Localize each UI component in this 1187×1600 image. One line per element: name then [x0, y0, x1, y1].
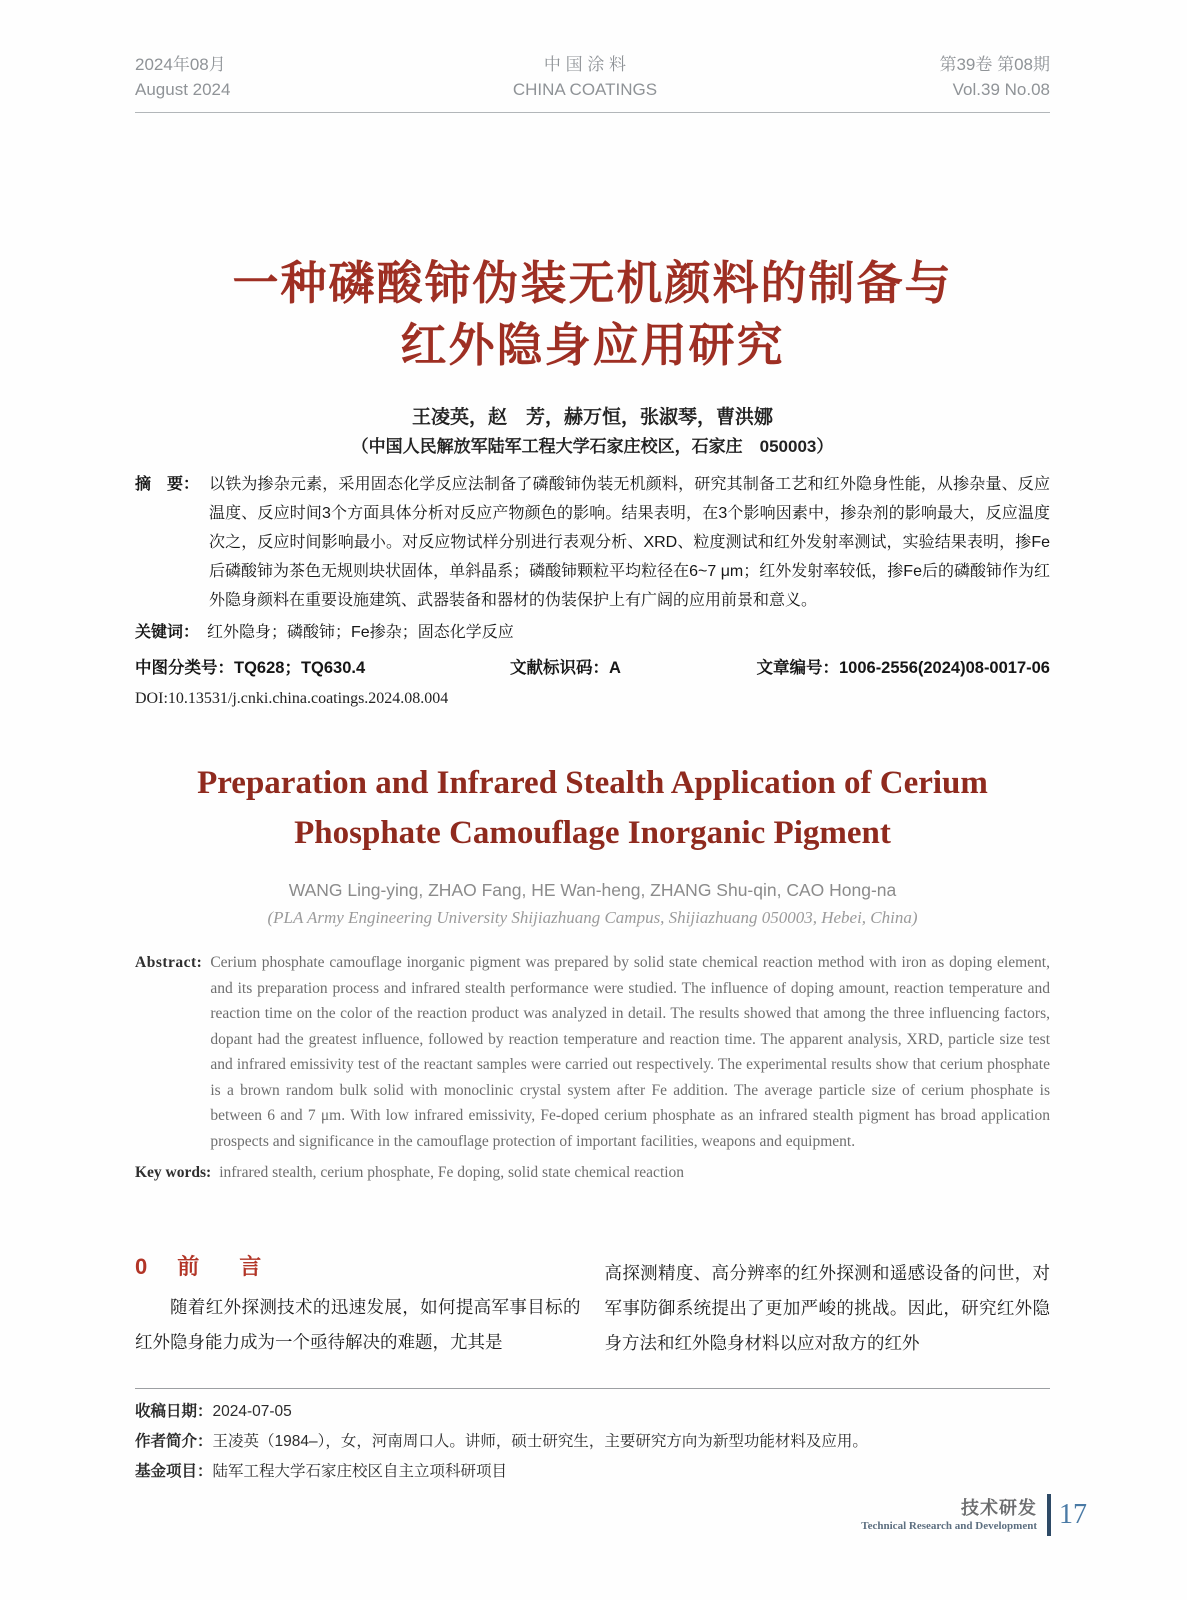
- abstract-en: [135, 950, 1050, 1154]
- abstract-cn: [135, 470, 1050, 615]
- header-issue-en: Vol.39 No.08: [952, 80, 1050, 99]
- fund-project-line: [135, 1457, 1050, 1487]
- header-date: [135, 52, 230, 102]
- keywords-en-text: infrared stealth, cerium phosphate, Fe doping, solid state chemical reaction: [219, 1164, 685, 1181]
- article-id: 文章编号：1006-2556(2024)08-0017-06: [756, 659, 1050, 677]
- received-date-value: 2024-07-05: [212, 1403, 292, 1420]
- doi: DOI:10.13531/j.cnki.china.coatings.2024.08.004: [135, 690, 449, 707]
- received-date-label: 收稿日期：: [135, 1403, 213, 1420]
- intro-paragraph-left: 随着红外探测技术的迅速发展，如何提高军事目标的红外隐身能力成为一个亟待解决的难题，尤其是: [135, 1297, 581, 1352]
- intro-paragraph-right: 高探测精度、高分辨率的红外探测和遥感设备的问世，对军事防御系统提出了更加严峻的挑战。因此，研究红外隐身方法和红外隐身材料以应对敌方的红外: [604, 1263, 1050, 1353]
- received-date-line: [135, 1397, 1050, 1427]
- header-issue: [939, 52, 1050, 102]
- header-date-cn: 2024年08月: [135, 55, 226, 74]
- footer-divider-bar: [1047, 1494, 1051, 1536]
- keywords-en-label: Key words:: [135, 1164, 212, 1181]
- author-bio-line: [135, 1427, 1050, 1457]
- chinese-meta-block: [135, 470, 1050, 708]
- section-0-introduction: [135, 1252, 1050, 1361]
- column-name: [861, 1497, 1037, 1534]
- journal-header: [135, 52, 1050, 102]
- abstract-en-text: Cerium phosphate camouflage inorganic pigment was prepared by solid state chemical reaction method with iron as doping element, and its preparation process and infrared stealth performance were studied. The influence of doping amount, reaction temperature and reaction time on the color of the reaction product was analyzed in detail. The results showed that among the three influencing factors, dopant had the greatest influence, followed by reaction temperature and reaction time. The apparent analysis, XRD, particle size test and infrared emissivity test of the reactant samples were carried out respectively. The experimental results show that cerium phosphate is a brown random bulk solid with monoclinic crystal system after Fe addition. The average particle size of cerium phosphate is between 6 and 7 μm. With low infrared emissivity, Fe-doped cerium phosphate as an infrared stealth pigment has broad application prospects and significance in the camouflage protection of important facilities, weapons and equipment.: [210, 954, 1050, 1150]
- footnote-divider: [135, 1388, 1050, 1389]
- keywords-en: [135, 1160, 1050, 1186]
- english-meta-block: [135, 950, 1050, 1186]
- author-bio-value: 王凌英（1984–），女，河南周口人。讲师，硕士研究生，主要研究方向为新型功能材料及应用。: [212, 1433, 868, 1450]
- paper-title-cn-line1: 一种磷酸铈伪装无机颜料的制备与: [232, 257, 953, 309]
- left-column: [135, 1252, 581, 1361]
- abstract-en-label: Abstract:: [135, 954, 203, 971]
- page-number: 17: [1059, 1499, 1087, 1530]
- authors-en: WANG Ling-ying, ZHAO Fang, HE Wan-heng, ZHANG Shu-qin, CAO Hong-na: [288, 880, 897, 900]
- paper-title-en: [135, 758, 1050, 858]
- header-journal-cn: 中 国 涂 料: [543, 55, 627, 74]
- right-column: [605, 1252, 1051, 1361]
- paper-title-en-line2: Phosphate Camouflage Inorganic Pigment: [294, 815, 891, 851]
- keywords-cn: [135, 619, 1050, 647]
- page-footer: [861, 1494, 1087, 1536]
- header-issue-cn: 第39卷 第08期: [939, 55, 1050, 74]
- keywords-cn-text: 红外隐身；磷酸铈；Fe掺杂；固态化学反应: [207, 624, 514, 641]
- header-journal-en: CHINA COATINGS: [512, 80, 658, 99]
- clc-number: 中图分类号：TQ628；TQ630.4: [135, 659, 366, 677]
- abstract-cn-text: 以铁为掺杂元素，采用固态化学反应法制备了磷酸铈伪装无机颜料，研究其制备工艺和红外隐身性能，从掺杂量、反应温度、反应时间3个方面具体分析对反应产物颜色的影响。结果表明，在3个影响因素中，掺杂剂的影响最大，反应温度次之，反应时间影响最小。对反应物试样分别进行表观分析、XRD、粒度测试和红外发射率测试，实验结果表明，掺Fe后磷酸铈为茶色无规则块状固体，单斜晶系；磷酸铈颗粒平均粒径在6~7 μm；红外发射率较低，掺Fe后的磷酸铈作为红外隐身颜料在重要设施建筑、武器装备和器材的伪装保护上有广阔的应用前景和意义。: [209, 476, 1050, 609]
- section-number: 0: [135, 1254, 148, 1279]
- header-date-en: August 2024: [135, 80, 231, 99]
- authors-cn: 王凌英，赵 芳，赫万恒，张淑琴，曹洪娜: [411, 407, 773, 428]
- author-bio-label: 作者简介：: [135, 1433, 213, 1450]
- header-journal: [513, 52, 657, 102]
- section-title: 前 言: [177, 1254, 271, 1279]
- column-name-en: Technical Research and Development: [861, 1519, 1037, 1532]
- section-0-heading: [135, 1252, 581, 1282]
- footnote-block: [135, 1388, 1050, 1487]
- keywords-cn-label: 关键词：: [135, 624, 200, 641]
- header-divider: [135, 112, 1050, 113]
- abstract-cn-label: 摘 要：: [135, 476, 200, 493]
- column-name-cn: 技术研发: [961, 1497, 1037, 1518]
- paper-title-en-line1: Preparation and Infrared Stealth Application of Cerium: [197, 765, 988, 801]
- document-code: 文献标识码：A: [510, 659, 621, 677]
- footnotes: [135, 1397, 1050, 1487]
- fund-project-value: 陆军工程大学石家庄校区自主立项科研项目: [212, 1463, 508, 1480]
- affiliation-cn: （中国人民解放军陆军工程大学石家庄校区，石家庄 050003）: [351, 437, 834, 456]
- paper-title-cn-line2: 红外隐身应用研究: [400, 319, 785, 371]
- fund-project-label: 基金项目：: [135, 1463, 213, 1480]
- classification-row: [135, 655, 1050, 681]
- paper-title-cn: [135, 252, 1050, 376]
- affiliation-en: (PLA Army Engineering University Shijiazhuang Campus, Shijiazhuang 050003, Hebei, China): [267, 908, 918, 927]
